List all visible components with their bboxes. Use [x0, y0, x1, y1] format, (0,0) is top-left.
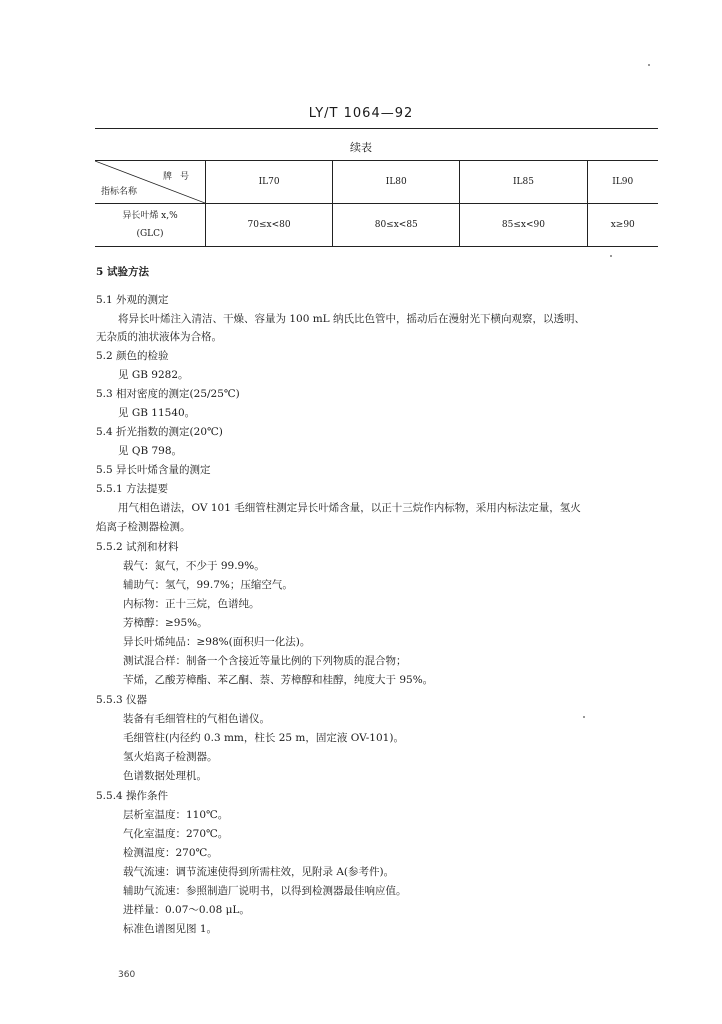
- list-item: 异长叶烯纯品：≥98%(面积归一化法)。: [123, 636, 311, 648]
- table-row: [95, 204, 658, 247]
- list-item: 载气：氮气，不少于 99.9%。: [123, 560, 265, 572]
- column-header: IL70: [206, 161, 333, 204]
- list-item: 辅助气：氢气，99.7%；压缩空气。: [123, 579, 293, 591]
- column-header: IL85: [460, 161, 587, 204]
- scan-speck: [648, 64, 650, 66]
- section-heading: 5.5.2 试剂和材料: [96, 541, 179, 553]
- table-cell: 85≤x<90: [460, 204, 587, 247]
- list-item: 色谱数据处理机。: [123, 770, 207, 782]
- list-item: 内标物：正十三烷，色谱纯。: [123, 598, 260, 610]
- list-item: 苄烯，乙酸芳樟酯、苯乙酮、萘、芳樟醇和桂醇，纯度大于 95%。: [123, 674, 434, 686]
- column-header: IL90: [587, 161, 658, 204]
- section-heading: 5.3 相对密度的测定(25/25℃): [96, 388, 240, 400]
- standard-code: LY/T 1064—92: [308, 106, 414, 121]
- list-item: 芳樟醇：≥95%。: [123, 617, 208, 629]
- row-label-method: (GLC): [136, 229, 164, 239]
- scan-speck: [610, 255, 612, 257]
- row-label-line: 异长叶烯 x,%: [122, 211, 178, 221]
- paragraph-line: 用气相色谱法，OV 101 毛细管柱测定异长叶烯含量，以正十三烷作内标物，采用内标法定量，氢火: [118, 502, 581, 514]
- table-corner-cell: [95, 161, 206, 204]
- list-item: 装备有毛细管柱的气相色谱仪。: [123, 713, 270, 725]
- section-heading: 5.2 颜色的检验: [96, 350, 169, 362]
- list-item: 标准色谱图见图 1。: [123, 923, 218, 935]
- list-item: 气化室温度：270℃。: [123, 828, 229, 840]
- table-cell: 80≤x<85: [333, 204, 460, 247]
- corner-bottom-label: 指标名称: [101, 187, 138, 197]
- spec-table: [95, 160, 658, 247]
- paragraph-line: 无杂质的油状液体为合格。: [96, 331, 222, 343]
- scan-speck: [583, 716, 585, 718]
- corner-top-label: 牌号: [162, 172, 197, 182]
- section-heading: 5 试验方法: [96, 266, 149, 278]
- paragraph-line: 焰离子检测器检测。: [96, 521, 191, 533]
- list-item: 辅助气流速：参照制造厂说明书，以得到检测器最佳响应值。: [123, 885, 407, 897]
- list-item: 氢火焰离子检测器。: [123, 751, 218, 763]
- paragraph-line: 见 GB 9282。: [118, 369, 189, 381]
- list-item: 检测温度：270℃。: [123, 847, 218, 859]
- section-heading: 5.4 折光指数的测定(20℃): [96, 426, 223, 438]
- page-number: 360: [118, 970, 136, 980]
- section-heading: 5.5.1 方法提要: [96, 483, 169, 495]
- list-item: 层析室温度：110℃。: [123, 809, 229, 821]
- paragraph-line: 见 QB 798。: [118, 445, 183, 457]
- row-label: [95, 204, 206, 247]
- paragraph-line: 将异长叶烯注入清洁、干燥、容量为 100 mL 纳氏比色管中，摇动后在漫射光下横向观察，以透明、: [118, 313, 585, 325]
- section-heading: 5.5 异长叶烯含量的测定: [96, 464, 211, 476]
- column-header: IL80: [333, 161, 460, 204]
- list-item: 载气流速：调节流速使得到所需柱效，见附录 A(参考件)。: [123, 866, 395, 878]
- header-rule: [95, 128, 658, 129]
- list-item: 毛细管柱(内径约 0.3 mm，柱长 25 m，固定液 OV-101)。: [123, 732, 404, 744]
- table-cell: 70≤x<80: [206, 204, 333, 247]
- section-heading: 5.1 外观的测定: [96, 294, 169, 306]
- table-caption: 续表: [350, 141, 372, 154]
- section-heading: 5.5.4 操作条件: [96, 790, 169, 802]
- table-cell: x≥90: [587, 204, 658, 247]
- list-item: 进样量：0.07～0.08 μL。: [123, 904, 250, 916]
- paragraph-line: 见 GB 11540。: [118, 407, 196, 419]
- section-heading: 5.5.3 仪器: [96, 694, 148, 706]
- list-item: 测试混合样：制备一个含接近等量比例的下列物质的混合物；: [123, 655, 407, 667]
- table-header-row: [95, 161, 658, 204]
